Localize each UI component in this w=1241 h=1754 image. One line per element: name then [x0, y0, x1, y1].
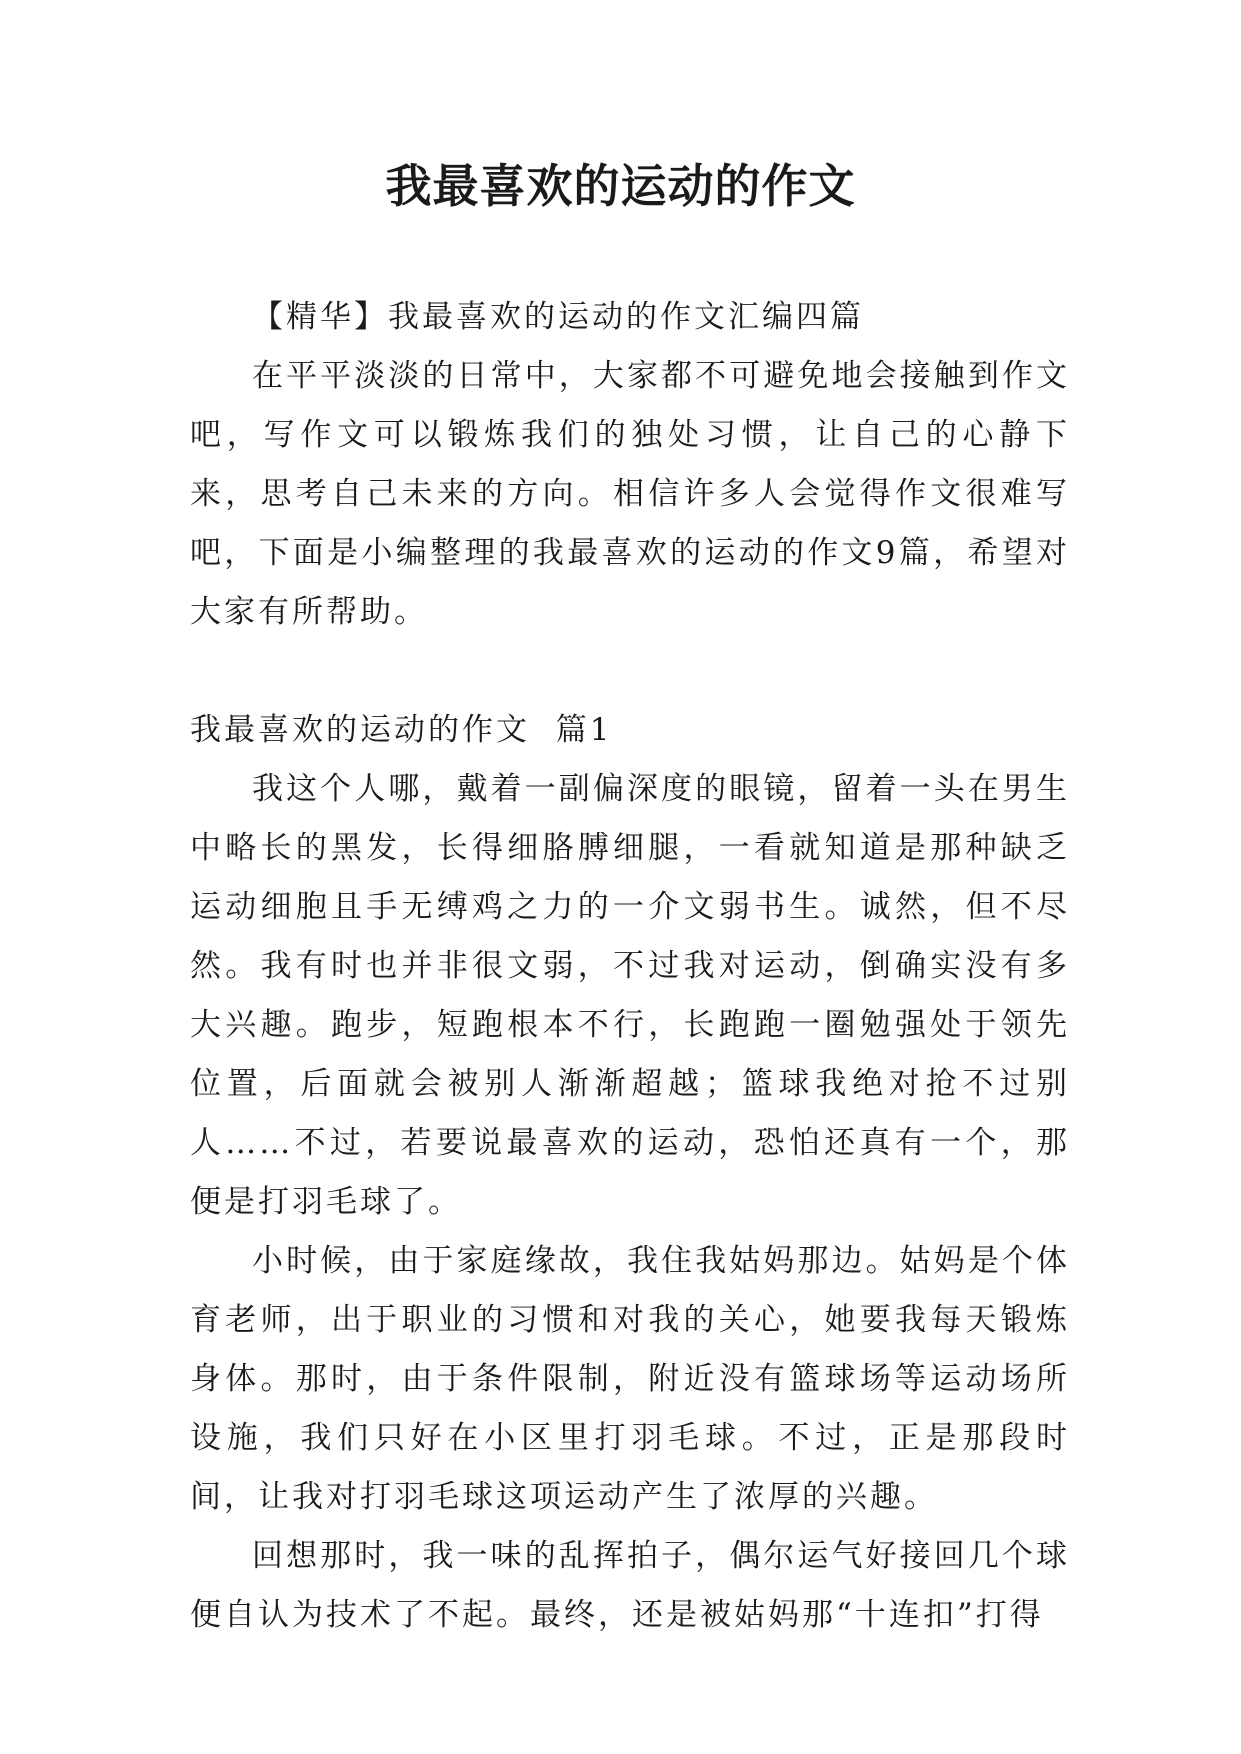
intro-paragraph: 在平平淡淡的日常中，大家都不可避免地会接触到作文吧，写作文可以锻炼我们的独处习惯，让自己的心静下来，思考自己未来的方向。相信许多人会觉得作文很难写吧，下面是小编整理的我最喜欢的运动的作文9篇，希望对大家有所帮助。	[190, 358, 1070, 630]
body-paragraph-1: 我这个人哪，戴着一副偏深度的眼镜，留着一头在男生中略长的黑发，长得细胳膊细腿，一看就知道是那种缺乏运动细胞且手无缚鸡之力的一介文弱书生。诚然，但不尽然。我有时也并非很文弱，不过我对运动，倒确实没有多大兴趣。跑步，短跑根本不行，长跑跑一圈勉强处于领先位置，后面就会被别人渐渐超越；篮球我绝对抢不过别人……不过，若要说最喜欢的运动，恐怕还真有一个，那便是打羽毛球了。	[190, 771, 1070, 1220]
document-subtitle: 【精华】我最喜欢的运动的作文汇编四篇	[252, 299, 864, 335]
document-title: 我最喜欢的运动的作文	[385, 159, 856, 213]
section-heading: 我最喜欢的运动的作文 篇1	[190, 712, 613, 748]
document-body	[190, 288, 1070, 1645]
body-paragraph-2: 小时候，由于家庭缘故，我住我姑妈那边。姑妈是个体育老师，出于职业的习惯和对我的关心，她要我每天锻炼身体。那时，由于条件限制，附近没有篮球场等运动场所设施，我们只好在小区里打羽毛球。不过，正是那段时间，让我对打羽毛球这项运动产生了浓厚的兴趣。	[190, 1243, 1070, 1515]
body-paragraph-3: 回想那时，我一味的乱挥拍子，偶尔运气好接回几个球便自认为技术了不起。最终，还是被姑妈那“十连扣”打得	[190, 1538, 1070, 1633]
